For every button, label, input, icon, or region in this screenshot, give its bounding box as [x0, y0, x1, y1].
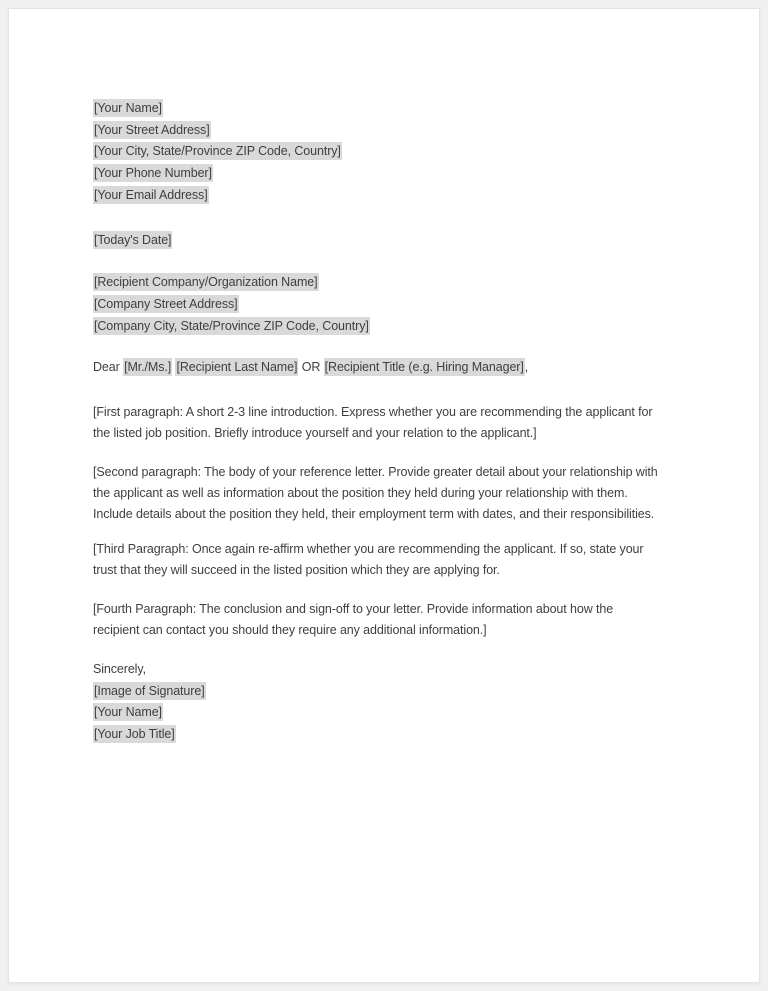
closing-block: [93, 659, 719, 746]
salutation-conjunction: OR: [301, 360, 321, 375]
sender-city-line: [93, 141, 719, 163]
closing-job-title-line: [93, 724, 719, 746]
closing-name-line: [93, 702, 719, 724]
paragraph-line: trust that they will succeed in the listed position which they are applying for.: [93, 563, 500, 578]
date-line: [93, 230, 719, 252]
document-page: [8, 8, 760, 983]
sender-name-line: [93, 98, 719, 120]
paragraph-line: [Third Paragraph: Once again re-affirm whether you are recommending the applicant. If so, state your: [93, 542, 644, 557]
recipient-block: [93, 272, 719, 337]
first-paragraph: [93, 402, 719, 444]
recipient-city-placeholder[interactable]: [Company City, State/Province ZIP Code, Country]: [94, 318, 369, 333]
sender-email-line: [93, 185, 719, 207]
signature-image-placeholder[interactable]: [Image of Signature]: [94, 683, 205, 698]
paragraph-line: [Second paragraph: The body of your reference letter. Provide greater detail about your relationship with: [93, 465, 658, 480]
fourth-paragraph: [93, 599, 719, 641]
recipient-city-line: [93, 316, 719, 338]
third-paragraph: [93, 539, 719, 581]
paragraph-line: the listed job position. Briefly introduce yourself and your relation to the applicant.]: [93, 426, 537, 441]
sender-block: [93, 98, 719, 207]
sender-name-placeholder[interactable]: [Your Name]: [94, 101, 162, 115]
closing-job-title-placeholder[interactable]: [Your Job Title]: [94, 727, 175, 742]
recipient-company-placeholder[interactable]: [Recipient Company/Organization Name]: [94, 275, 318, 290]
paragraph-line: Include details about the position they held, their employment term with dates, and their responsibilities.: [93, 507, 655, 522]
closing-name-placeholder[interactable]: [Your Name]: [94, 705, 162, 720]
letter-content: [9, 9, 759, 746]
recipient-last-name-placeholder[interactable]: [Recipient Last Name]: [176, 360, 298, 375]
sender-city-placeholder[interactable]: [Your City, State/Province ZIP Code, Country]: [94, 144, 341, 159]
sender-street-placeholder[interactable]: [Your Street Address]: [94, 122, 210, 137]
recipient-title-placeholder[interactable]: [Recipient Title (e.g. Hiring Manager]: [324, 360, 524, 375]
date-block: [93, 230, 719, 252]
salutation-prefix: Dear: [93, 360, 120, 375]
recipient-honorific-placeholder[interactable]: [Mr./Ms.]: [124, 360, 172, 375]
paragraph-line: the applicant as well as information about the position they held during your relationship with them.: [93, 486, 628, 501]
sender-phone-placeholder[interactable]: [Your Phone Number]: [94, 166, 212, 181]
paragraph-line: recipient can contact you should they require any additional information.]: [93, 623, 487, 638]
signature-line: [93, 681, 719, 703]
valediction-line: [93, 659, 719, 681]
sender-phone-line: [93, 163, 719, 185]
second-paragraph: [93, 462, 719, 525]
recipient-company-line: [93, 272, 719, 294]
date-placeholder[interactable]: [Today's Date]: [94, 232, 172, 247]
paragraph-line: [First paragraph: A short 2-3 line introduction. Express whether you are recommending the applicant for: [93, 405, 653, 420]
paragraph-line: [Fourth Paragraph: The conclusion and sign-off to your letter. Provide information about how the: [93, 602, 614, 617]
recipient-street-line: [93, 294, 719, 316]
salutation-line: [93, 357, 719, 379]
sender-street-line: [93, 120, 719, 142]
salutation-block: [93, 357, 719, 379]
valediction-text: Sincerely,: [93, 662, 146, 677]
recipient-street-placeholder[interactable]: [Company Street Address]: [94, 296, 238, 311]
salutation-suffix: ,: [524, 360, 529, 375]
sender-email-placeholder[interactable]: [Your Email Address]: [94, 187, 208, 202]
